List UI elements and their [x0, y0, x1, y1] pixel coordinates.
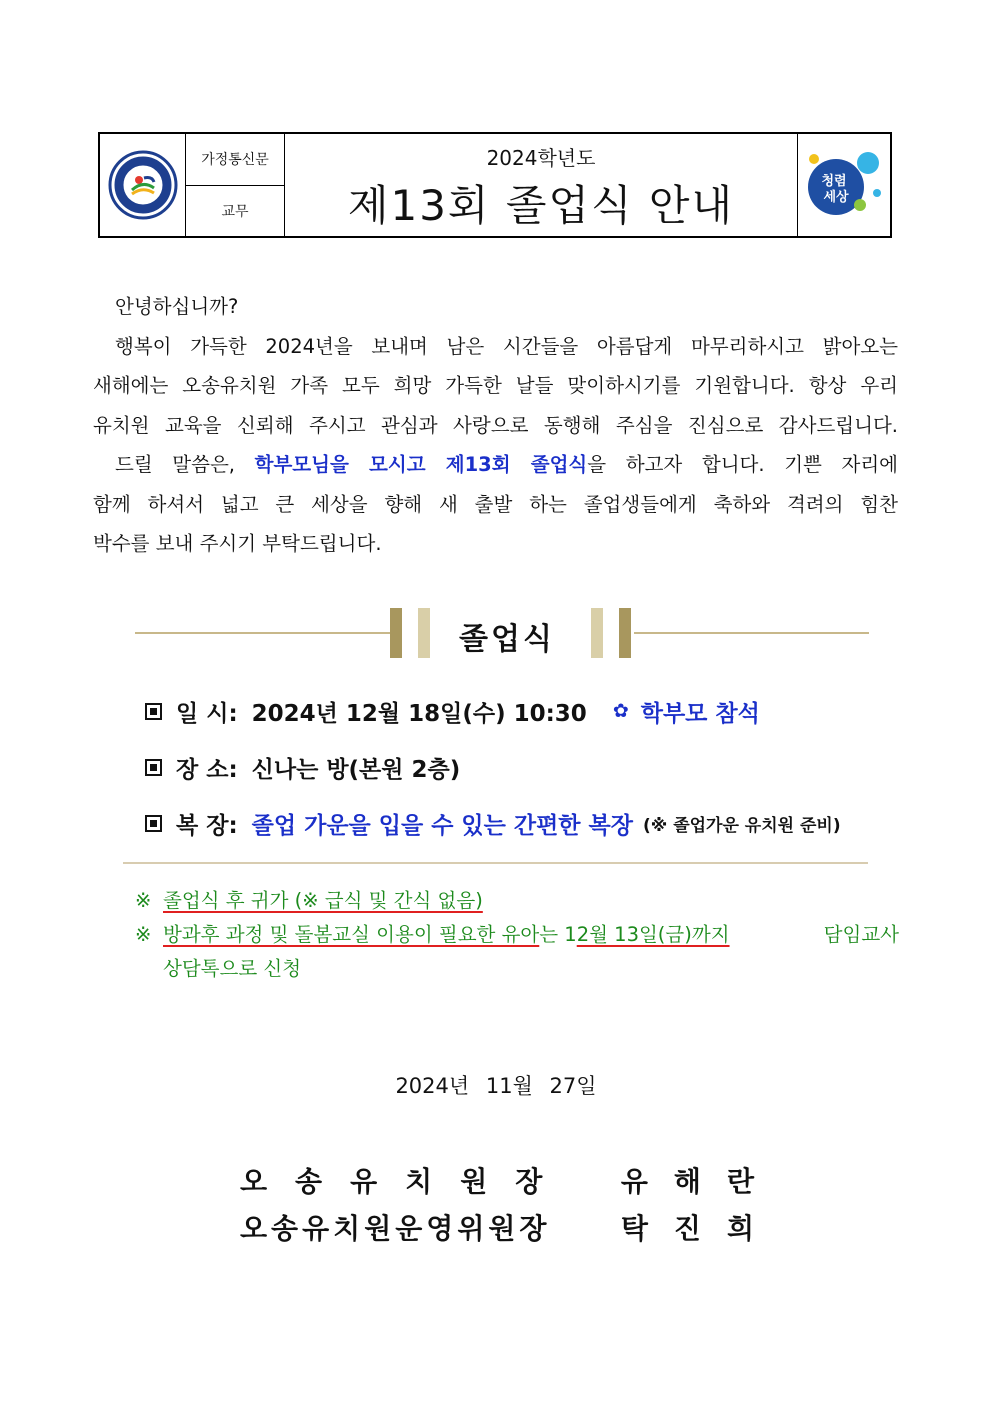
- note-2-part-c: 2월 13일(금)까지: [576, 923, 730, 946]
- paragraph-1-line-2: 새해에는 오송유치원 가족 모두 희망 가득한 날들 맞이하시기를 기원합니다. 항상 우리: [93, 374, 898, 397]
- greeting: 안녕하십니까?: [115, 295, 239, 318]
- principal-name: 유해란: [620, 1165, 780, 1198]
- paragraph-1-line-3: 유치원 교육을 신뢰해 주시고 관심과 사랑으로 동행해 주심을 진심으로 감사드립니다.: [93, 413, 898, 437]
- square-bullet-icon: [145, 815, 162, 832]
- divider-bar: [390, 608, 402, 658]
- kindergarten-logo-icon: [108, 150, 178, 220]
- category-cell: [186, 134, 285, 236]
- note-2-line-2: 상담톡으로 신청: [163, 957, 302, 980]
- square-bullet-icon: [145, 759, 162, 776]
- divider-bar: [619, 608, 631, 658]
- svg-text:청렴: 청렴: [821, 174, 847, 189]
- integrity-emblem-icon: [802, 145, 886, 225]
- signature-committee: [240, 1207, 780, 1247]
- paragraph-2-highlight: 학부모님을 모시고 제13회 졸업식: [254, 453, 588, 476]
- subtitle: 2024학년도: [486, 145, 596, 170]
- svg-text:세상: 세상: [823, 190, 849, 205]
- notes: [135, 884, 899, 986]
- kindergarten-logo: [100, 134, 186, 236]
- flower-icon: ✿: [612, 700, 629, 722]
- category-top: 가정통신문: [186, 134, 284, 186]
- note-1-text: 졸업식 후 귀가 (※ 급식 및 간식 없음): [163, 889, 483, 912]
- issue-date: 2024년 11월 27일: [395, 1074, 597, 1098]
- detail-dress: [145, 795, 841, 851]
- dress-note: (※ 졸업가운 유치원 준비): [642, 815, 841, 836]
- committee-title: 오송유치원운영위원장: [240, 1212, 551, 1245]
- section-title: 졸업식: [459, 622, 555, 657]
- committee-name: 탁진희: [620, 1212, 780, 1245]
- square-bullet-icon: [145, 703, 162, 720]
- paragraph-2-pre: 드릴 말씀은,: [115, 453, 255, 476]
- date-label: 일 시:: [176, 700, 238, 727]
- reference-mark-icon: ※: [135, 923, 152, 946]
- place-value: 신나는 방(본원 2층): [251, 756, 461, 783]
- paragraph-2-line-1: [93, 445, 898, 485]
- page-title: 제13회 졸업식 안내: [347, 180, 735, 230]
- place-label: 장 소:: [176, 756, 238, 783]
- note-2-part-b: 는 1: [539, 923, 577, 946]
- title-cell: [285, 134, 798, 236]
- document-header: [98, 132, 892, 238]
- dress-value: 졸업 가운을 입을 수 있는 간편한 복장: [251, 812, 633, 839]
- paragraph-1-line-1: 행복이 가득한 2024년을 보내며 남은 시간들을 아름답게 마무리하시고 밝아오는: [115, 334, 898, 358]
- note-2-part-d: 담임교사: [823, 923, 899, 946]
- divider-bar: [591, 608, 603, 658]
- signature-principal: [240, 1160, 780, 1200]
- note-2: [135, 918, 899, 952]
- dress-label: 복 장:: [176, 812, 238, 839]
- date-value: 2024년 12월 18일(수) 10:30: [251, 700, 587, 727]
- detail-place: [145, 739, 841, 795]
- note-1: [135, 884, 899, 918]
- divider-line-right: [634, 632, 869, 634]
- paragraph-2-line-2: 함께 하셔서 넓고 큰 세상을 향해 새 출발 하는 졸업생들에게 축하와 격려의 힘찬: [93, 492, 898, 516]
- letter-body: [93, 287, 898, 564]
- integrity-emblem: [798, 134, 890, 236]
- principal-title: 오송유치원장: [240, 1165, 571, 1198]
- note-2-part-a: 방과후 과정 및 돌봄교실 이용이 필요한 유아: [163, 923, 540, 946]
- reference-mark-icon: ※: [135, 889, 152, 912]
- category-bottom: 교무: [221, 203, 249, 220]
- detail-date: [145, 683, 841, 739]
- event-details: [145, 683, 841, 851]
- divider-bar: [418, 608, 430, 658]
- attend-note: 학부모 참석: [640, 700, 760, 727]
- notes-divider: [123, 862, 868, 864]
- section-divider: [135, 606, 869, 658]
- divider-line-left: [135, 632, 390, 634]
- paragraph-2-line-3: 박수를 보내 주시기 부탁드립니다.: [93, 532, 382, 555]
- paragraph-2-post: 을 하고자 합니다. 기쁜 자리에: [587, 453, 898, 476]
